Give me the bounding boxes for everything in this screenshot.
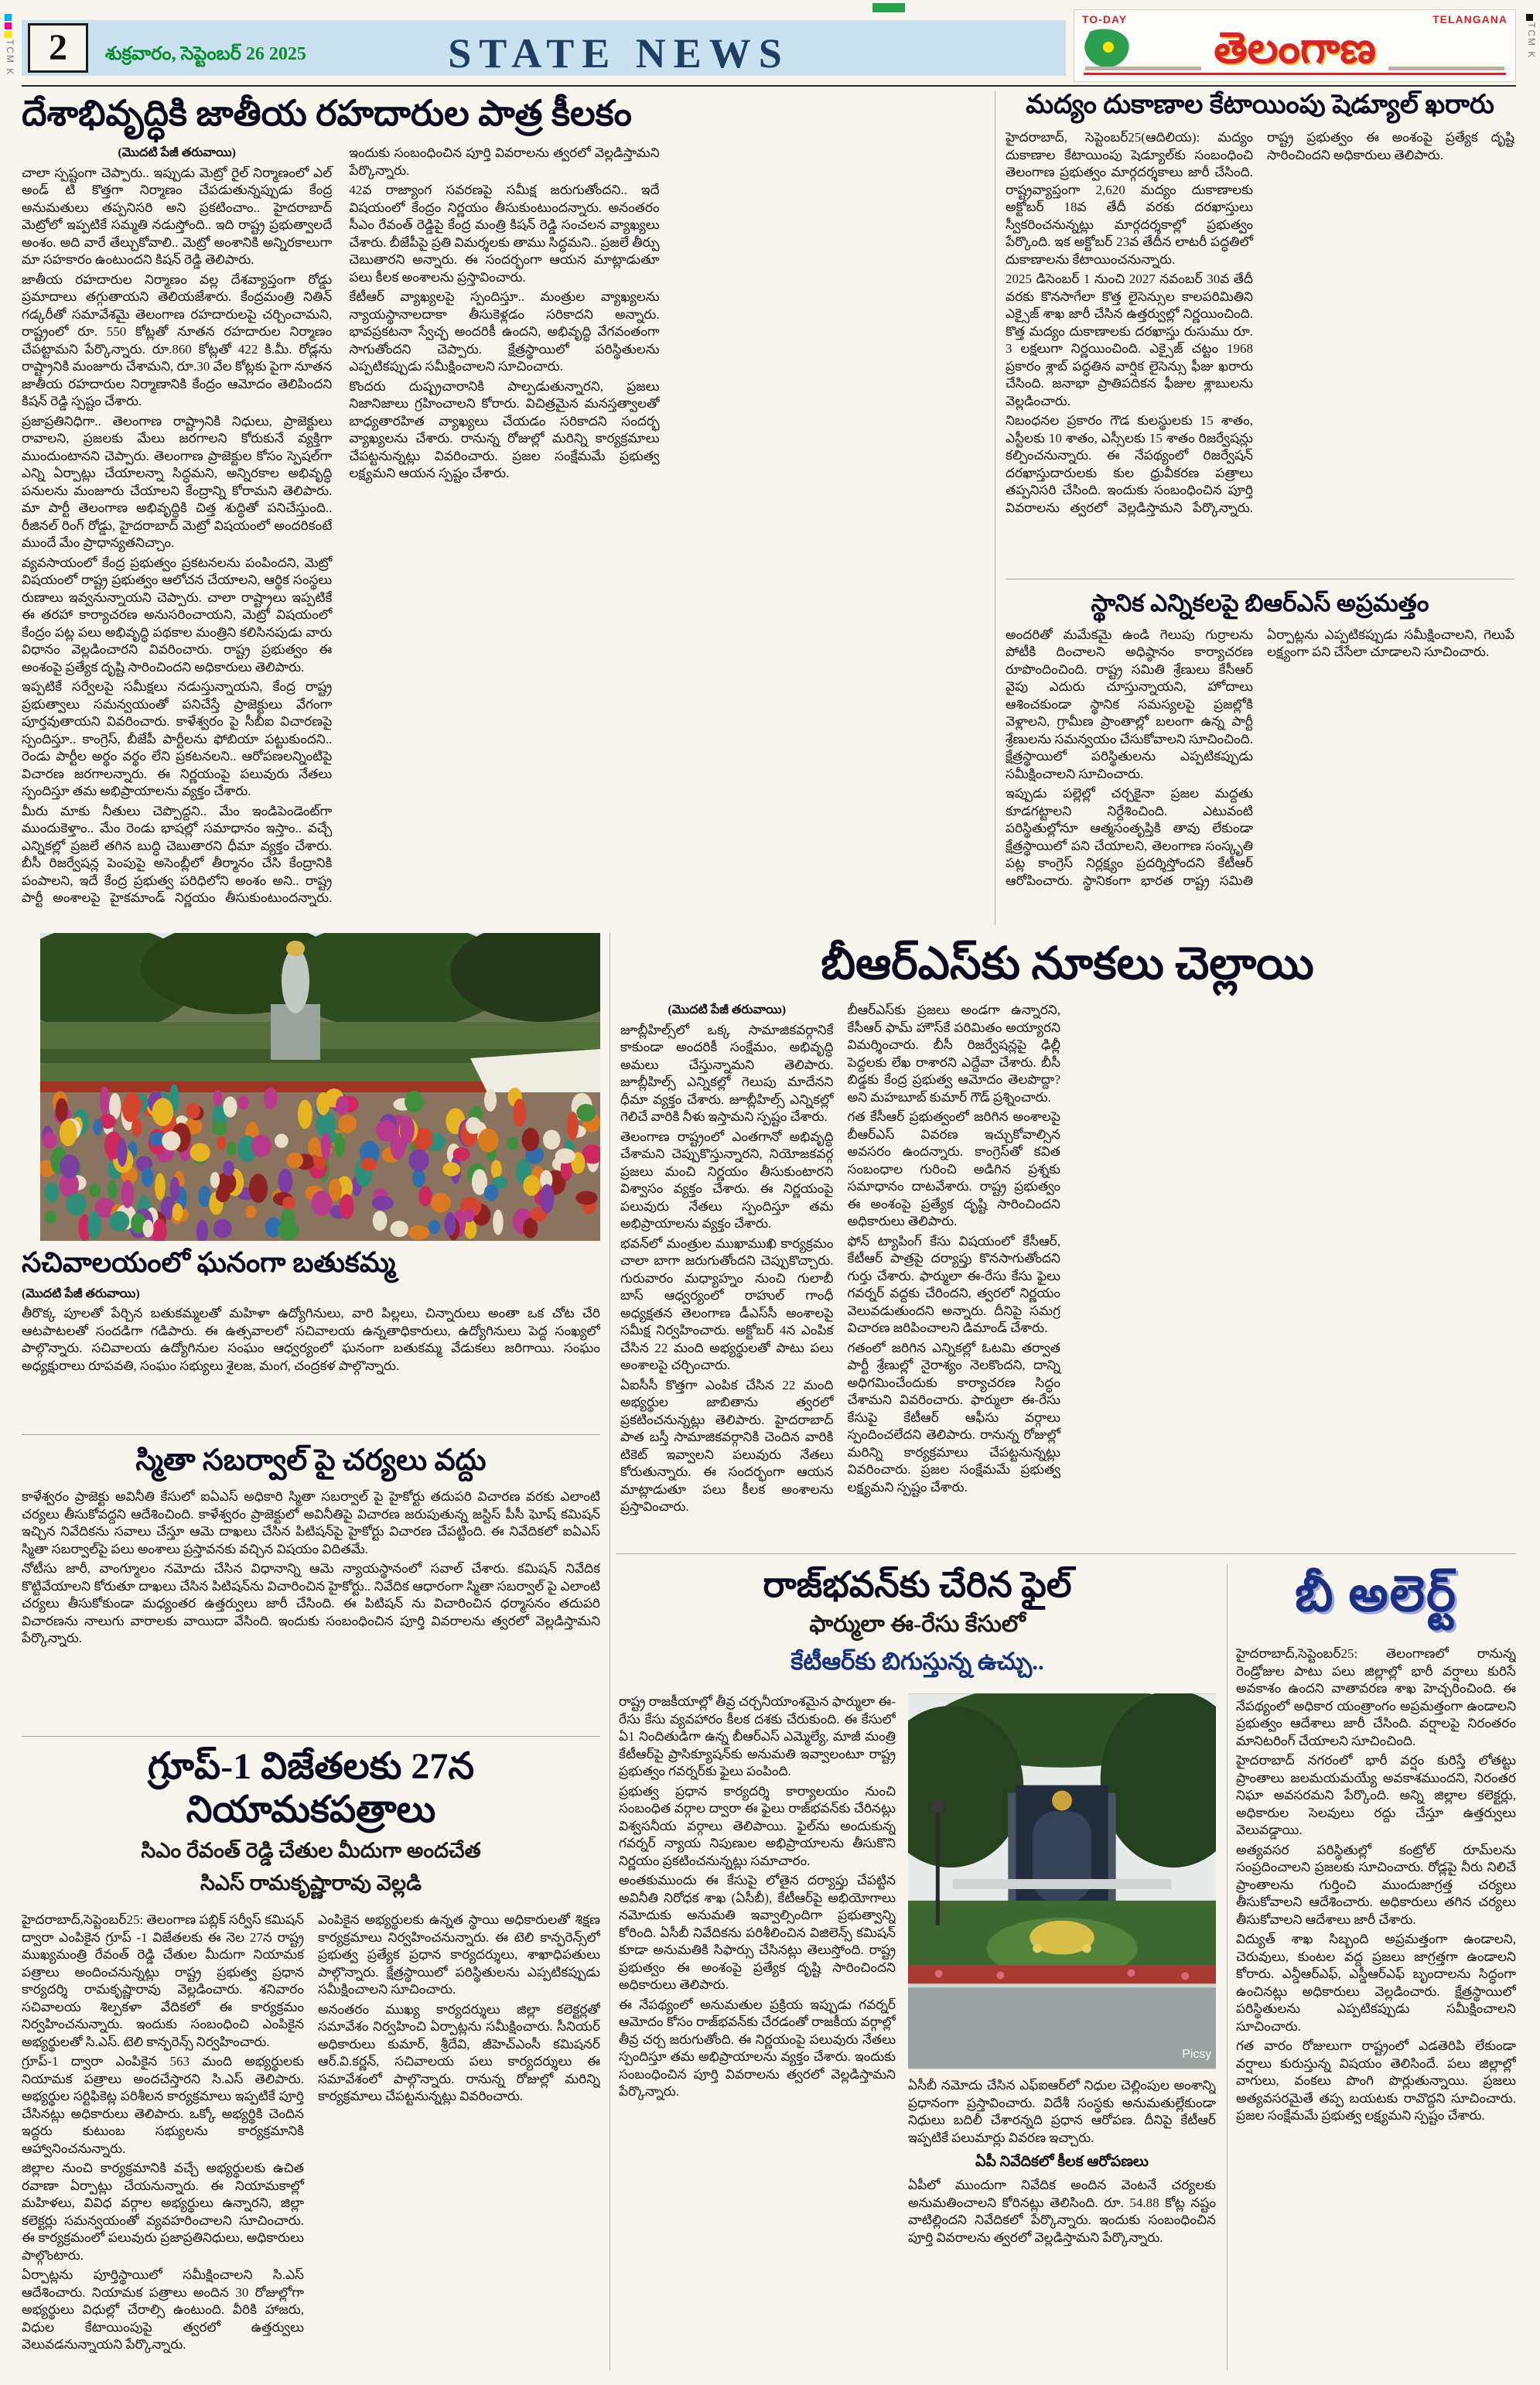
paragraph: కాళేశ్వరం ప్రాజెక్టు అవినీతి కేసులో ఐఏఎస్ అధికారి స్మితా సబర్వాల్ పై హైకోర్టు తదుపరి విచారణ వరకు ఎలాంటి చర్యలు తీసుకోవద్దని ఆదేశించింది. కాళేశ్వరం ప్రాజెక్టులో అవినీతిపై విచారణ జరుపుతున్న జస్టిస్ పీసీ ఘోష్ కమిషన్ ఇచ్చిన నివేదికను సవాలు చేస్తూ ఆమె దాఖలు చేసిన పిటిషన్‌పై హైకోర్టు విచారణ చేపట్టింది. ఈ నివేదికలో ఐఏఎస్ స్మితా సబర్వాల్‌పై పలు అంశాలు ప్రస్తావనకు వచ్చిన విషయం విదితమే. [22, 1489, 600, 1556]
article-alert-headline: బీ అలెర్ట్ [1295, 1567, 1457, 1621]
raj-bhavan-photo-graphic [908, 1693, 1216, 2069]
article-raj-bhavan-subhead1: ఫార్ములా ఈ-రేసు కేసులో [809, 1611, 1026, 1638]
paragraph: వ్యవసాయంలో కేంద్ర ప్రభుత్వం ప్రకటనలను పంపిందని, మెట్రో విషయంలో రాష్ట్ర ప్రభుత్వం ఆలోచన చేయాలని, ఆర్థిక సంస్థలు రుణాలు ఇవ్వనున్నాయని చెప్పారు. చాలా రాష్ట్రాలు ఇప్పటికే ఈ తరహా కార్యాచరణ అనుసరించాయని, మెట్రో విషయంలో కేంద్రం పట్ల పలు అభివృద్ధి పథకాల మంత్రిని కలిసినపుడు వారు విధానం వెల్లడించారని వివరించారు. రాష్ట్ర ప్రభుత్వం ఈ అంశంపై ప్రత్యేక దృష్టి సారించిందని అధికారులు తెలిపారు. [22, 555, 333, 675]
article-brs-byline: (మొదటి పేజీ తరువాయి) [668, 1003, 787, 1017]
section-title: STATE NEWS [448, 30, 790, 77]
print-registration-marks-right [1526, 14, 1537, 63]
rule-bathukamma-smita [22, 1434, 600, 1435]
magenta-registration-square [5, 22, 12, 29]
bathukamma-photo-graphic [40, 933, 600, 1241]
column-rule-right [1227, 1564, 1228, 2370]
paragraph: అత్యవసర పరిస్థితుల్లో కంట్రోల్ రూమ్‌లను సంప్రదించాలని ప్రజలకు సూచించారు. రోడ్లపై నీరు నిలిచే ప్రాంతాలను గుర్తించి ముందుజాగ్రత్త చర్యలు తీసుకోవాలని ఆదేశించారు. అధికారులు తగిన చర్యలు తీసుకోవాలని ఆదేశాలు జారీ చేశారు. [1236, 1842, 1516, 1927]
article-smita-body [22, 1488, 600, 1720]
rule-brs-bottom [616, 1553, 1516, 1554]
article-roads-byline: (మొదటి పేజీ తరువాయి) [118, 146, 236, 160]
article-bathukamma-byline: (మొదటి పేజీ తరువాయి) [22, 1286, 140, 1300]
paragraph: గ్రూప్-1 ద్వారా ఎంపికైన 563 మంది అభ్యర్థులకు నియామక పత్రాలు అందచేస్తారని సి.ఎస్ తెలిపారు. అభ్యర్థుల సర్టిఫికెట్ల పరిశీలన కార్యక్రమాలు ఇప్పటికే పూర్తి చేసినట్లు అధికారులు తెలిపారు. ఒక్కో అభ్యర్థికి చెందిన ఇద్దరు కుటుంబ సభ్యులను కార్యక్రమానికి ఆహ్వానించనున్నారు. [22, 2054, 304, 2156]
paragraph: ఫోన్ ట్యాపింగ్ కేసు విషయంలో కేసీఆర్, కేటీఆర్ పాత్రపై దర్యాప్తు కొనసాగుతోందని గుర్తు చేశారు. ఫార్ములా ఈ-రేసు కేసు ఫైలు గవర్నర్ వద్దకు చేరిందని, త్వరలో నిర్ణయం వెలువడుతుందని అన్నారు. దీనిపై సమగ్ర విచారణ జరిపించాలని డిమాండ్ చేశారు. [847, 1233, 1060, 1336]
paragraph: ఏపీలో ముందుగా నివేదిక అందిన వెంటనే చర్యలకు అనుమతించాలని కోరినట్లు తెలిసింది. రూ. 54.88 కోట్ల నష్టం వాటిల్లిందని నివేదికలో పేర్కొన్నారు. ఇందుకు సంబంధించిన పూర్తి వివరాలను త్వరలో వెల్లడిస్తామని పేర్కొన్నారు. [908, 2178, 1216, 2245]
header-rule [22, 85, 1516, 87]
article-group1-headline: గ్రూప్-1 విజేతలకు 27న నియామకపత్రాలు [147, 1746, 475, 1830]
paragraph: ఏసీబీ నమోదు చేసిన ఎఫ్ఐఆర్‌లో నిధుల చెల్లింపుల అంశాన్ని ప్రధానంగా ప్రస్తావించారు. విదేశీ సంస్థకు అనుమతుల్లేకుండా నిధులు బదిలీ చేశారన్నది ప్రధాన ఆరోపణ. దీనిపై కేటీఆర్ ఇప్పటికే పలుమార్లు వివరణ ఇచ్చారు. [908, 2078, 1216, 2145]
bathukamma-photo [40, 933, 600, 1241]
paragraph: ఇప్పుడు పల్లెల్లో చర్చకైనా ప్రజల మద్దతు కూడగట్టాలని నిర్దేశించింది. ఎటువంటి పరిస్థితుల్లోనూ ఆత్మసంతృప్తికి తావు లేకుండా క్షేత్రస్థాయిలో పని చేయాలని, తెలంగాణ సంస్కృతి పట్ల కాంగ్రెస్ నిర్లక్ష్యం ప్రదర్శిస్తోందని కేటీఆర్ ఆరోపించారు. స్థానికంగా భారత రాష్ట్ర సమితి ఏర్పాట్లను ఎప్పటికప్పుడు సమీక్షించాలని, గెలుపే లక్ష్యంగా పని చేసేలా చూడాలని సూచించారు. [1006, 627, 1514, 888]
yellow-registration-square [5, 31, 12, 38]
article-bathukamma [22, 1247, 600, 1417]
article-smita-headline: స్మితా సబర్వాల్ పై చర్యలు వద్దు [135, 1444, 487, 1477]
raj-bhavan-right-column [908, 1693, 1216, 2345]
article-raj-bhavan [619, 1564, 1216, 2345]
paragraph: రాష్ట్ర రాజకీయాల్లో తీవ్ర చర్చనీయాంశమైన ఫార్ములా ఈ-రేసు కేసు వ్యవహారం కీలక దశకు చేరుకుంది. ఈ కేసులో ఏ1 నిందితుడిగా ఉన్న బీఆర్ఎస్ ఎమ్మెల్యే, మాజీ మంత్రి కేటీఆర్‌పై ప్రాసిక్యూషన్‌కు అనుమతి ఇవ్వాలంటూ రాష్ట్ర ప్రభుత్వం గవర్నర్‌కు ఫైలు పంపింది. [619, 1694, 896, 1779]
paragraph: ఏర్పాట్లను పూర్తిస్థాయిలో సమీక్షించాలని సి.ఎస్ ఆదేశించారు. నియామక పత్రాలు అందిన 30 రోజుల్లోగా అభ్యర్థులు విధుల్లో చేరాల్సి ఉంటుంది. వీరికి హాజరు, విధుల కేటాయింపుపై త్వరలో ఉత్తర్వులు వెలువడనున్నాయని పేర్కొన్నారు. [22, 2267, 304, 2353]
paragraph: కొందరు దుష్ప్రచారానికి పాల్పడుతున్నారని, ప్రజలు నిజానిజాలు గ్రహించాలని కోరారు. విచిత్రమైన మనస్తత్వాలతో బాధ్యతారహిత వ్యాఖ్యలు చేయడం సరికాదని సందర్భ వ్యాఖ్యలను చేశారు. రానున్న రోజుల్లో మరిన్ని కార్యక్రమాలు చేపట్టనున్నట్లు వివరించారు. ప్రజల సంక్షేమమే ప్రభుత్వ లక్ష్యమని ఆయన స్పష్టం చేశారు. [349, 378, 660, 481]
paragraph: విద్యుత్ శాఖ సిబ్బంది అప్రమత్తంగా ఉండాలని, చెరువులు, కుంటల వద్ద ప్రజలు జాగ్రత్తగా ఉండాలని కోరారు. ఎన్డీఆర్ఎఫ్, ఎస్డీఆర్ఎఫ్ బృందాలను సిద్ధంగా ఉంచినట్లు అధికారులు వెల్లడించారు. క్షేత్రస్థాయిలో పరిస్థితులను ఎప్పటికప్పుడు సమీక్షించాలని సూచించారు. [1236, 1932, 1516, 2034]
edition-date: శుక్రవారం, సెప్టెంబర్ 26 2025 [105, 44, 306, 64]
article-raj-bhavan-body-right-bottom [908, 2177, 1216, 2249]
article-raj-bhavan-body-right-top [908, 2077, 1216, 2149]
paragraph: గత కేసీఆర్ ప్రభుత్వంలో జరిగిన అంశాలపై బీఆర్ఎస్ వివరణ ఇచ్చుకోవాల్సిన అవసరం ఉందన్నారు. కాంగ్రెస్‌తో కవిత సంబంధాల గురించి అడిగిన ప్రశ్నకు సమాధానం దాటవేశారు. రాష్ట్ర ప్రభుత్వం ఈ అంశంపై ప్రత్యేక దృష్టి సారించిందని అధికారులు తెలిపారు. [847, 1109, 1060, 1229]
paragraph: మీరు మాకు నీతులు చెప్పొద్దని.. మేం ఇండిపెండెంట్‌గా ముందుకెళ్తాం.. మేం రెండు భాషల్లో సమాధానం ఇస్తాం.. వచ్చే ఎన్నికల్లో ప్రజలే తగిన బుద్ధి చెబుతారని ధీమా వ్యక్తం చేశారు. బీసీ రిజర్వేషన్ల పెంపుపై అసెంబ్లీలో తీర్మానం చేసి కేంద్రానికి పంపాలని, ఇదే కేంద్ర ప్రభుత్వ పరిధిలోని అంశం అని.. రాష్ట్ర పార్టీ అంశాలపై హైకమాండ్ నిర్ణయం తీసుకుంటుందన్నారు. ఇందుకు సంబంధించిన పూర్తి వివరాలను త్వరలో వెల్లడిస్తామని పేర్కొన్నారు. [22, 145, 660, 906]
paragraph: జాతీయ రహదారుల నిర్మాణం వల్ల దేశవ్యాప్తంగా రోడ్డు ప్రమాదాలు తగ్గుతాయని తెలియజేశారు. కేంద్రమంత్రి నితిన్ గడ్కరీతో సమావేశమై తెలంగాణ రహదారులపై చర్చించామని, రాష్ట్రంలో రూ. 550 కోట్లతో నూతన రహదారుల నిర్మాణం చేపట్టామని పేర్కొన్నారు. రూ.860 కోట్లతో 422 కి.మీ. రోడ్లను రాష్ట్రానికి మంజూరు చేశామని, రూ.30 వేల కోట్లకు పైగా నూతన జాతీయ రహదారుల నిర్మాణానికి కేంద్రం ఆమోదం తెలిపిందని కిషన్ రెడ్డి స్పష్టం చేశారు. [22, 272, 333, 409]
print-registration-marks-left [5, 14, 15, 80]
article-group1 [22, 1745, 600, 2376]
article-raj-bhavan-body-left [619, 1693, 896, 2345]
paragraph: ఏఐసీసీ కొత్తగా ఎంపిక చేసిన 22 మంది అభ్యర్థుల జాబితాను త్వరలో ప్రకటించనున్నట్లు తెలిపారు. హైదరాబాద్ పాత బస్తీ సామాజికవర్గానికి చెందిన వారికి టికెట్ ఇవ్వాలని పలువురు నేతలు కోరుతున్నారు. ఈ సందర్భంగా ఆయన మాట్లాడుతూ పలు కీలక అంశాలను ప్రస్తావించారు. [620, 1377, 834, 1515]
article-roads-body [22, 145, 987, 911]
paragraph: 2025 డిసెంబర్ 1 నుంచి 2027 నవంబర్ 30వ తేదీ వరకు కొనసాగేలా కొత్త లైసెన్సుల కాలపరిమితిని ఎక్సైజ్ శాఖ జారీ చేసిన ఉత్తర్వుల్లో నిర్ణయించింది. కొత్త మద్యం దుకాణాలకు దరఖాస్తు రుసుము రూ. 3 లక్షలుగా నిర్ణయించింది. ఎక్సైజ్ చట్టం 1968 ప్రకారం శ్లాబ్ పద్ధతిన వార్షిక లైసెన్సు ఫీజు ఖరారు చేసింది. జనాభా ప్రాతిపదికన ఫీజుల శ్లాబులను వెల్లడించారు. [1006, 272, 1253, 408]
masthead-tagline-bar-left [1085, 67, 1201, 70]
paragraph: ఈ నేపథ్యంలో అనుమతుల ప్రక్రియ ఇప్పుడు గవర్నర్ ఆమోదం కోసం రాజ్‌భవన్‌కు చేరడంతో రాజకీయ వర్గాల్లో తీవ్ర చర్చ జరుగుతోంది. ఈ నిర్ణయంపై పలువురు నేతలు స్పందిస్తూ తమ అభిప్రాయాలను వ్యక్తం చేశారు. ఇందుకు సంబంధించిన పూర్తి వివరాలను త్వరలో వెల్లడిస్తామని పేర్కొన్నారు. [619, 1997, 896, 2100]
paragraph: 42వ రాజ్యాంగ సవరణపై సమీక్ష జరుగుతోందని.. ఇదే విషయంలో కేంద్రం నిర్ణయం తీసుకుంటుందన్నారు. అనంతరం సీఎం రేవంత్ రెడ్డిపై కేంద్ర మంత్రి కిషన్ రెడ్డి సంచలన వ్యాఖ్యలు చేశారు. బీజేపీపై ప్రతి విమర్శలకు తాము సిద్ధమని.. ప్రజలే తీర్పు చెబుతారని అన్నారు. ఈ సందర్భంగా ఆయన మాట్లాడుతూ పలు కీలక అంశాలను ప్రస్తావించారు. [349, 183, 660, 285]
paragraph: అందరితో మమేకమై ఉండి గెలుపు గుర్రాలను పోటీకి దించాలని అధిష్ఠానం కార్యాచరణ రూపొందించింది. రాష్ట్ర సమితి శ్రేణులు కేసీఆర్ వైపు ఎదురు చూస్తున్నాయని, హోదాలు ఆశించకుండా స్థానిక సమస్యలపై ప్రజల్లోకి వెళ్లాలని, గ్రామీణ ప్రాంతాల్లో బలంగా ఉన్న పార్టీ శ్రేణులను సమన్వయం చేసుకోవాలని సూచించింది. క్షేత్రస్థాయిలో పరిస్థితులను ఎప్పటికప్పుడు సమీక్షించాలని సూచించారు. [1006, 627, 1253, 781]
paragraph: తెలంగాణ రాష్ట్రంలో ఎంతగానో అభివృద్ధి చేశామని చెప్పుకొస్తున్నారని, నియోజకవర్గ ప్రజలు మంచి నిర్ణయం తీసుకుంటారని విశ్వాసం వ్యక్తం చేశారు. ఈ నిర్ణయంపై పలువురు నేతలు స్పందిస్తూ తమ అభిప్రాయాలను వ్యక్తం చేశారు. [620, 1129, 834, 1232]
paragraph: హైదరాబాద్ నగరంలో భారీ వర్షం కురిస్తే లోతట్టు ప్రాంతాలు జలమయమయ్యే అవకాశముందని, నిరంతర నిఘా అవసరమని పేర్కొంది. అన్ని జిల్లాల కలెక్టర్లు, అధికారుల సెలవులు రద్దు చేస్తూ ఉత్తర్వులు వెలువడ్డాయి. [1236, 1753, 1516, 1837]
paragraph: హైదరాబాద్,సెప్టెంబర్25: తెలంగాణలో రానున్న రెండ్రోజుల పాటు పలు జిల్లాల్లో భారీ వర్షాలు కురిసే అవకాశం ఉందని వాతావరణ శాఖ హెచ్చరించింది. ఈ నేపథ్యంలో అధికార యంత్రాంగం అప్రమత్తంగా ఉండాలని ప్రభుత్వం ఆదేశాలు జారీ చేసింది. వర్షాలపై నిరంతరం మానిటరింగ్ చేయాలని సూచించింది. [1236, 1646, 1516, 1748]
paragraph: జిల్లాల నుంచి కార్యక్రమానికి వచ్చే అభ్యర్థులకు ఉచిత రవాణా ఏర్పాట్లు చేయనున్నారు. ఈ నియామకాల్లో మహిళలు, వివిధ వర్గాల అభ్యర్థులు ఉన్నారని, జిల్లా కలెక్టర్లు సమన్వయంతో వ్యవహరించాలని సూచించారు. ఈ కార్యక్రమంలో పలువురు ప్రజాప్రతినిధులు, అధికారులు పాల్గొంటారు. [22, 2161, 304, 2263]
raj-bhavan-photo [908, 1693, 1216, 2069]
paragraph: తీరొక్క పూలతో పేర్చిన బతుకమ్మలతో మహిళా ఉద్యోగినులు, వారి పిల్లలు, చిన్నారులు అంతా ఒక చోట చేరి ఆటపాటలతో సందడిగా గడిపారు. ఈ ఉత్సవాలలో సచివాలయ ఉన్నతాధికారులు, ఉద్యోగినులు పెద్ద సంఖ్యలో పాల్గొన్నారు. సచివాలయ ఉద్యోగినుల సంఘం ఆధ్వర్యంలో ఘనంగా బతుకమ్మ వేడుకలు జరిగాయి. సంఘం అధ్యక్షురాలు రూపవతి, సంఘం సభ్యులు శైలజ, మంగ, చంద్రకళ పాల్గొన్నారు. [22, 1306, 600, 1373]
paragraph: హైదరాబాద్, సెప్టెంబర్25(ఆదిలియ): మద్యం దుకాణాల కేటాయింపు షెడ్యూల్‌కు సంబంధించి తెలంగాణ ప్రభుత్వం మార్గదర్శకాలు జారీ చేసింది. రాష్ట్రవ్యాప్తంగా 2,620 మద్యం దుకాణాలకు అక్టోబర్ 18వ తేదీ వరకు దరఖాస్తులు స్వీకరించనున్నట్లు మార్గదర్శకాల్లో ప్రభుత్వం పేర్కొంది. ఇక అక్టోబర్ 23వ తేదీన లాటరీ పద్ధతిలో దుకాణాలను కేటాయించనున్నారు. [1006, 130, 1253, 267]
paragraph: అంతకుముందు ఈ కేసుపై లోతైన దర్యాప్తు చేపట్టిన అవినీతి నిరోధక శాఖ (ఏసీబీ), కేటీఆర్‌పై అభియోగాలు నమోదుకు అనుమతి ఇవ్వాల్సిందిగా ప్రభుత్వాన్ని కోరింది. ఏసీబీ నివేదికను పరిశీలించిన విజిలెన్స్ కమిషన్ కూడా అనుమతికి సిఫార్సు చేసినట్లు తెలుస్తోంది. రాష్ట్ర ప్రభుత్వం ఈ అంశంపై ప్రత్యేక దృష్టి సారించిందని అధికారులు తెలిపారు. [619, 1873, 896, 1993]
article-local-polls [1006, 589, 1514, 921]
paragraph: అనంతరం ముఖ్య కార్యదర్శులు జిల్లా కలెక్టర్లతో సమావేశం నిర్వహించి ఏర్పాట్లను సమీక్షించారు. సీనియర్ అధికారులు కుమార్, శ్రీదేవి, జీహెచ్ఎంసీ కమిషనర్ ఆర్.వి.కర్ణన్, సచివాలయ పలు కార్యదర్శులు ఈ సమావేశంలో పాల్గొన్నారు. రానున్న రోజుల్లో మరిన్ని కార్యక్రమాలు చేపట్టనున్నట్లు వివరించారు. [318, 2001, 600, 2104]
edge-mark-right: TCM K [1526, 22, 1537, 60]
article-brs-headline: బీఆర్ఎస్‌కు నూకలు చెల్లాయి [821, 938, 1314, 989]
rule-smita-group1 [22, 1736, 600, 1737]
paragraph: బీఆర్ఎస్‌కు ప్రజలు అండగా ఉన్నారని, కేసీఆర్ ఫామ్ హౌస్‌కే పరిమితం అయ్యారని విమర్శించారు. బీసీ రిజర్వేషన్లపై ఢిల్లీ పెద్దలకు లేఖ రాశారని ఎద్దేవా చేశారు. బీసీ బిడ్డకు కేంద్ర ప్రభుత్వ ఆమోదం తెలపొద్దా? అని మహబూబ్ కుమార్ గౌడ్ ప్రశ్నించారు. [847, 1003, 1060, 1105]
article-bathukamma-headline: సచివాలయంలో ఘనంగా బతుకమ్మ [22, 1247, 396, 1278]
article-liquor [1006, 90, 1514, 538]
edge-mark-left: TCM K [5, 39, 15, 77]
article-group1-subhead1: సిఎం రేవంత్ రెడ్డి చేతుల మీదుగా అందచేత [141, 1839, 481, 1863]
article-local-polls-headline: స్థానిక ఎన్నికలపై బిఆర్ఎస్ అప్రమత్తం [1091, 589, 1429, 617]
paragraph: చాలా స్పష్టంగా చెప్పారు.. ఇప్పుడు మెట్రో రైల్ నిర్మాణంలో ఎల్ అండ్ టి కొత్తగా నిర్మాణం చేపడుతున్నప్పుడు కేంద్ర అనుమతులు తప్పనిసరి అని ప్రకటించాం.. హైదరాబాద్ మెట్రోలో ఇప్పటికే సమ్మతి నడుస్తోంది.. ఇది రాష్ట్ర ప్రభుత్వాలదే అంశం. అది వారే తేల్చుకోవాలి.. మెట్రో అంశానికి అన్నిరకాలుగా మా సహకారం ఉంటుందని కిషన్ రెడ్డి తెలిపారు. [22, 165, 333, 268]
article-roads-headline: దేశాభివృద్ధికి జాతీయ రహదారుల పాత్ర కీలకం [22, 94, 632, 133]
paragraph: నోటీసు జారీ, వాంగ్మూలం నమోదు చేసిన విధానాన్ని ఆమె న్యాయస్థానంలో సవాల్ చేశారు. కమిషన్ నివేదిక కొట్టివేయాలని కోరుతూ దాఖలు చేసిన పిటిషన్‌ను విచారించిన హైకోర్టు.. నివేదిక ఆధారంగా స్మితా సబర్వాల్ పై ఎలాంటి చర్యలు తీసుకోకుండా మధ్యంతర ఉత్తర్వులు జారీ చేసింది. ఈ పిటిషన్ ను విచారించిన ధర్మాసనం తదుపరి విచారణను నాలుగు వారాలకు వాయిదా వేసింది. ఇందుకు సంబంధించిన పూర్తి వివరాలను త్వరలో వెల్లడిస్తామని పేర్కొన్నారు. [22, 1561, 600, 1646]
green-registration-bar [872, 3, 905, 12]
article-local-polls-body [1006, 627, 1514, 921]
paragraph: గతంలో జరిగిన ఎన్నికల్లో ఓటమి తర్వాత పార్టీ శ్రేణుల్లో నైరాశ్యం నెలకొందని, దాన్ని అధిగమించేందుకు కార్యాచరణ సిద్ధం చేశామని వివరించారు. ఫార్ములా ఈ-రేసు కేసుపై కేటీఆర్ ఆఫీసు వర్గాలు స్పందించలేదని తెలిపారు. రానున్న రోజుల్లో మరిన్ని కార్యక్రమాలు చేపట్టనున్నట్లు వివరించారు. ప్రజల సంక్షేమమే ప్రభుత్వ లక్ష్యమని స్పష్టం చేశారు. [847, 1340, 1060, 1495]
paragraph: కేటీఆర్ వ్యాఖ్యలపై స్పందిస్తూ.. మంత్రుల వ్యాఖ్యలను న్యాయస్థానాలదాకా తీసుకెళ్లడం సరికాదని అన్నారు. భావప్రకటనా స్వేచ్ఛ అందరికీ ఉందని, అభివృద్ధి వేగవంతంగా సాగుతోందని చెప్పారు. క్షేత్రస్థాయిలో పరిస్థితులను ఎప్పటికప్పుడు సమీక్షించాలని సూచించారు. [349, 289, 660, 374]
photo-credit: Picsy [1182, 2048, 1212, 2062]
article-brs-body [620, 1002, 1514, 1534]
page-number: 2 [28, 23, 88, 73]
masthead-today-label: TO-DAY [1082, 13, 1128, 26]
article-liquor-headline: మద్యం దుకాణాల కేటాయింపు షెడ్యూల్ ఖరారు [1026, 91, 1494, 119]
article-group1-body [22, 1912, 600, 2376]
paragraph: గత వారం రోజులుగా రాష్ట్రంలో ఎడతెరిపి లేకుండా వర్షాలు కురుస్తున్న విషయం తెలిసిందే. పలు జిల్లాల్లో వాగులు, వంకలు పొంగి పొర్లుతున్నాయి. ప్రజలు అత్యవసరమైతే తప్ప బయటకు రావొద్దని సూచించారు. ప్రజల సంక్షేమమే ప్రభుత్వ లక్ష్యమని స్పష్టం చేశారు. [1236, 2038, 1516, 2123]
paragraph: ఎంపికైన అభ్యర్థులకు ఉన్నత స్థాయి అధికారులతో శిక్షణ కార్యక్రమాలు నిర్వహించనున్నారు. ఈ టెలి కాన్ఫరెన్స్‌లో ప్రభుత్వ ప్రత్యేక ప్రధాన కార్యదర్శులు, శాఖాధిపతులు పాల్గొన్నారు. క్షేత్రస్థాయిలో పరిస్థితులను ఎప్పటికప్పుడు సమీక్షించాలని సూచించారు. [318, 1912, 600, 1997]
paragraph: నిబంధనల ప్రకారం గౌడ కులస్థులకు 15 శాతం, ఎస్టీలకు 10 శాతం, ఎస్సీలకు 15 శాతం రిజర్వేషన్లు కల్పించనున్నారు. ఈ నేపథ్యంలో రిజర్వేషన్ దరఖాస్తుదారులకు కుల ధ్రువీకరణ పత్రాలు తప్పనిసరి చేసింది. ఇందుకు సంబంధించిన పూర్తి వివరాలను త్వరలో వెల్లడిస్తామని పేర్కొన్నారు. రాష్ట్ర ప్రభుత్వం ఈ అంశంపై ప్రత్యేక దృష్టి సారించిందని అధికారులు తెలిపారు. [1006, 130, 1514, 515]
article-alert-body [1236, 1645, 1516, 2363]
article-bathukamma-body [22, 1286, 600, 1417]
article-raj-bhavan-crosshead: ఏపీ నివేదికలో కీలక ఆరోపణలు [975, 2154, 1149, 2171]
masthead-tagline-bar-right [1388, 67, 1504, 70]
article-raj-bhavan-headline: రాజ్‌భవన్‌కు చేరిన ఫైల్ [763, 1565, 1072, 1604]
paragraph: జూబ్లీహిల్స్‌లో ఒక్క సామాజికవర్గానికే కాకుండా అందరికీ సంక్షేమం, అభివృద్ధి అమలు చేస్తున్నామని తెలిపారు. జూబ్లీహిల్స్ ఎన్నికల్లో గెలుపు మాదేనని ధీమా వ్యక్తం చేశారు. జూబ్లీహిల్స్ ఎన్నికల్లో గెలిచే వారికి నీళు ఇస్తామని స్పష్టం చేశారు. [620, 1022, 834, 1125]
masthead-logo-text: తెలంగాణ [1214, 25, 1376, 73]
masthead-state-label: TELANGANA [1432, 13, 1508, 26]
paragraph: హైదరాబాద్,సెప్టెంబర్25: తెలంగాణ పబ్లిక్ సర్వీస్ కమిషన్ ద్వారా ఎంపికైన గ్రూప్ -1 విజేతలకు ఈ నెల 27న రాష్ట్ర ముఖ్యమంత్రి రేవంత్ రెడ్డి చేతుల మీదుగా నియామక పత్రాలు అందించనున్నట్లు రాష్ట్ర ప్రభుత్వ ప్రధాన కార్యదర్శి రామకృష్ణారావు వెల్లడించారు. శనివారం సచివాలయ శిల్పకళా వేదికలో ఈ కార్యక్రమం నిర్వహించనున్నారు. ఇందుకు సంబంధించి ఎంపికైన అభ్యర్థులతో సి.ఎస్. టెలి కాన్ఫరెన్స్ నిర్వహించారు. [22, 1912, 304, 2049]
article-raj-bhavan-subhead2: కేటీఆర్‌కు బిగుస్తున్న ఉచ్చు.. [790, 1648, 1044, 1676]
paragraph: ప్రభుత్వ ప్రధాన కార్యదర్శి కార్యాలయం నుంచి సంబంధిత వర్గాల ద్వారా ఈ ఫైలు రాజ్‌భవన్‌కు చేరినట్లు విశ్వసనీయ వర్గాలు తెలిపాయి. ఫైల్‌ను అందుకున్న గవర్నర్ న్యాయ నిపుణుల అభిప్రాయాలను తీసుకొని నిర్ణయం ప్రకటించనున్నట్లు సమాచారం. [619, 1783, 896, 1868]
paragraph: ఇప్పటికే సర్వేలపై సమీక్షలు నడుస్తున్నాయని, కేంద్ర రాష్ట్ర ప్రభుత్వాలు సమన్వయంతో పనిచేస్తే ప్రాజెక్టులు వేగంగా పూర్తవుతాయని వివరించారు. కాళేశ్వరం పై సీబీఐ విచారణపై స్పందిస్తూ.. కాంగ్రెస్, బీజేపీ పార్టీలను ఫోబియా పట్టుకుందని.. రెండు పార్టీల అర్థం వర్థం లేని ప్రకటనలని.. ఆరోపణలన్నింటిపై విచారణ జరగాలన్నారు. ఈ నిర్ణయంపై పలువురు నేతలు స్పందిస్తూ తమ అభిప్రాయాలను వ్యక్తం చేశారు. [22, 679, 333, 799]
article-alert [1236, 1566, 1516, 2363]
black-registration-square [1526, 14, 1533, 21]
paragraph: ప్రజాప్రతినిధిగా.. తెలంగాణ రాష్ట్రానికి నిధులు, ప్రాజెక్టులు రావాలని, ప్రజలకు మేలు జరగాలని కోరుకునే వ్యక్తిగా ముందుంటానని చెప్పారు. తెలంగాణ ప్రాజెక్టుల కోసం స్పెషల్‌గా ఎన్ని ఏర్పాట్లు చేయాలన్నా సిద్ధమని, అన్నిరకాల అభివృద్ధి పనులను మంజూరు చేయాలని కేంద్రాన్ని కోరామని తెలిపారు. మా పార్టీ తెలంగాణ అభివృద్ధికి చిత్త శుద్ధితో పనిచేస్తుంది.. రీజినల్ రింగ్ రోడ్డు, హైదరాబాద్ మెట్రో విషయంలో అందరికంటే ముందే మేం ప్రాధాన్యతనిచ్చాం. [22, 413, 333, 551]
article-group1-subhead2: సిఎస్ రామకృష్ణారావు వెల్లడి [200, 1871, 422, 1895]
raj-bhavan-content-row [619, 1693, 1216, 2345]
cyan-registration-square [5, 14, 12, 21]
paragraph: భవన్‌లో మంత్రుల ముఖాముఖి కార్యక్రమం చాలా బాగా జరుగుతోందని చెప్పుకొచ్చారు. గురువారం మధ్యాహ్నం నుంచి గులాబీ బాస్ ఆధ్వర్యంలో రాహుల్ గాంధీ అధ్యక్షతన తెలంగాణ డీఎస్‌సీ అంశాలపై సమీక్ష నిర్వహించారు. అక్టోబర్ 4న ఎంపిక చేసిన 22 మంది అభ్యర్థులతో పాటు పలు అంశాలపై చర్చించారు. [620, 1235, 834, 1373]
article-smita [22, 1444, 600, 1720]
masthead-logo [1074, 9, 1516, 82]
article-liquor-body [1006, 129, 1514, 538]
article-roads [22, 93, 987, 911]
masthead-underline [1084, 73, 1506, 75]
article-brs [620, 938, 1514, 1534]
